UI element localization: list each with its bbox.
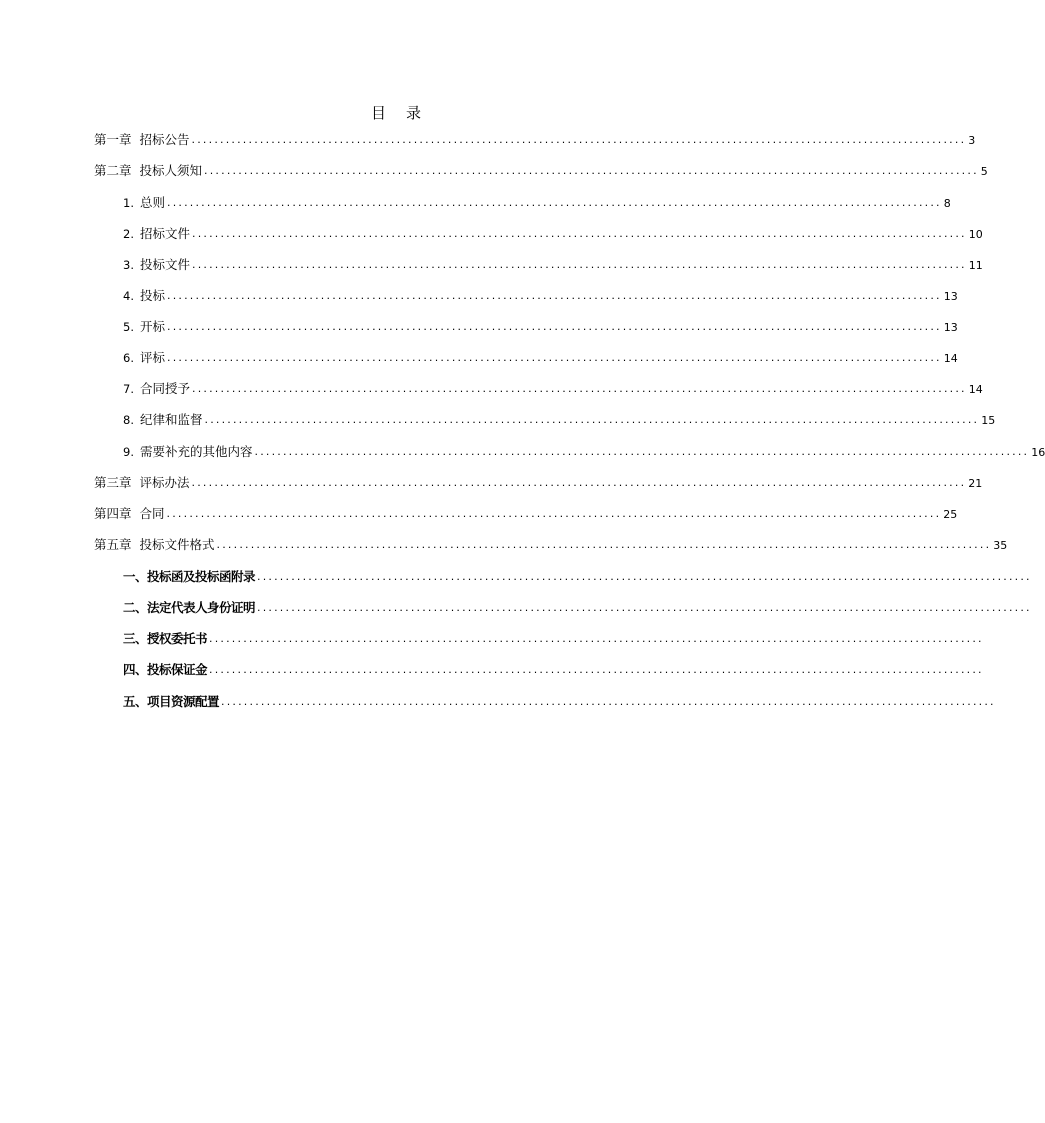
toc-page-number: 25: [943, 508, 958, 521]
toc-number: 8.: [123, 413, 134, 427]
toc-page-number: 13: [943, 290, 958, 303]
toc-number: 1.: [123, 196, 134, 210]
toc-entry-text: 评标: [139, 350, 165, 365]
toc-entry-text: 评标办法: [139, 475, 190, 490]
dot-leader: ........................................................................................................................................: [191, 476, 967, 489]
toc-number: 3.: [123, 258, 134, 272]
toc-page-number: 11: [968, 259, 983, 272]
dot-leader: ........................................................................................................................................: [167, 196, 942, 209]
toc-entry-text: 总则: [139, 195, 165, 210]
dot-leader: ........................................................................................................................................: [166, 507, 942, 520]
toc-entry-text: 开标: [139, 319, 165, 334]
toc-entry[interactable]: [94, 473, 983, 493]
dot-leader: ........................................................................................................................................: [254, 445, 1030, 458]
toc-number: 9.: [123, 445, 134, 459]
toc-page-number: 14: [943, 352, 958, 365]
toc-number: 5.: [123, 320, 134, 334]
dot-leader: ........................................................................................................................................: [191, 133, 967, 146]
toc-number: 2.: [123, 227, 134, 241]
toc-entry[interactable]: [123, 410, 996, 430]
toc-entry[interactable]: [94, 161, 988, 181]
toc-page-number: 16: [1031, 446, 1045, 459]
toc-entry-text: 投标: [139, 288, 165, 303]
dot-leader: ........................................................................................................................................: [204, 413, 980, 426]
toc-entry[interactable]: [94, 504, 958, 524]
toc-entry[interactable]: [123, 629, 984, 649]
toc-entry-text: 需要补充的其他内容: [139, 444, 253, 459]
toc-page-number: 21: [968, 477, 983, 490]
toc-entry[interactable]: [123, 379, 983, 399]
toc-entry-text: 投标文件格式: [139, 537, 215, 552]
toc-chapter: 第三章: [94, 475, 132, 490]
toc-page-number: 14: [968, 383, 983, 396]
dot-leader: ........................................................................................................................................: [221, 695, 996, 708]
toc-entry[interactable]: [123, 255, 983, 275]
toc-entry[interactable]: [123, 348, 958, 368]
dot-leader: ........................................................................................................................................: [167, 351, 942, 364]
toc-page-number: 13: [943, 321, 958, 334]
toc-entry[interactable]: [123, 442, 1045, 462]
toc-entry-text: 纪律和监督: [139, 412, 203, 427]
toc-number: 4.: [123, 289, 134, 303]
toc-entry-text: 招标公告: [139, 132, 190, 147]
toc-entry-text: 二、法定代表人身份证明: [123, 600, 256, 615]
dot-leader: ........................................................................................................................................: [209, 632, 984, 645]
dot-leader: ........................................................................................................................................: [257, 601, 1032, 614]
dot-leader: ........................................................................................................................................: [192, 258, 967, 271]
toc-number: 7.: [123, 382, 134, 396]
toc-chapter: 第一章: [94, 132, 132, 147]
toc-entry[interactable]: [94, 535, 1008, 555]
dot-leader: ........................................................................................................................................: [216, 538, 992, 551]
dot-leader: ........................................................................................................................................: [192, 227, 967, 240]
toc-entry[interactable]: [123, 692, 996, 712]
toc-page-number: 5: [980, 165, 988, 178]
toc-entry-text: 投标人须知: [139, 163, 203, 178]
toc-entry[interactable]: [123, 598, 1032, 618]
toc-page-number: 15: [981, 414, 996, 427]
toc-entry-text: 投标文件: [139, 257, 190, 272]
toc-entry-text: 合同授予: [139, 381, 190, 396]
toc-entry[interactable]: [94, 130, 976, 150]
toc-entry-text: 合同: [139, 506, 165, 521]
toc-entry[interactable]: [123, 224, 983, 244]
toc-entry-text: 招标文件: [139, 226, 190, 241]
toc-page-number: 35: [993, 539, 1008, 552]
toc-number: 6.: [123, 351, 134, 365]
toc-title: 目 录: [370, 104, 424, 122]
toc-page-number: 3: [968, 134, 976, 147]
toc-entry[interactable]: [123, 193, 951, 213]
toc-chapter: 第二章: [94, 163, 132, 178]
dot-leader: ........................................................................................................................................: [204, 164, 979, 177]
toc-entry[interactable]: [123, 317, 958, 337]
toc-entry-text: 四、投标保证金: [123, 662, 208, 677]
toc-entry-text: 三、授权委托书: [123, 631, 208, 646]
toc-page-number: 8: [943, 197, 951, 210]
dot-leader: ........................................................................................................................................: [209, 663, 984, 676]
toc-entry-text: 五、项目资源配置: [123, 694, 220, 709]
toc-chapter: 第五章: [94, 537, 132, 552]
dot-leader: ........................................................................................................................................: [257, 570, 1032, 583]
dot-leader: ........................................................................................................................................: [192, 382, 967, 395]
dot-leader: ........................................................................................................................................: [167, 289, 942, 302]
toc-entry[interactable]: [123, 286, 958, 306]
toc-page-number: 10: [968, 228, 983, 241]
toc-chapter: 第四章: [94, 506, 132, 521]
toc-entry[interactable]: [123, 660, 984, 680]
toc-entry[interactable]: [123, 567, 1032, 587]
toc-entry-text: 一、投标函及投标函附录: [123, 569, 256, 584]
dot-leader: ........................................................................................................................................: [167, 320, 942, 333]
